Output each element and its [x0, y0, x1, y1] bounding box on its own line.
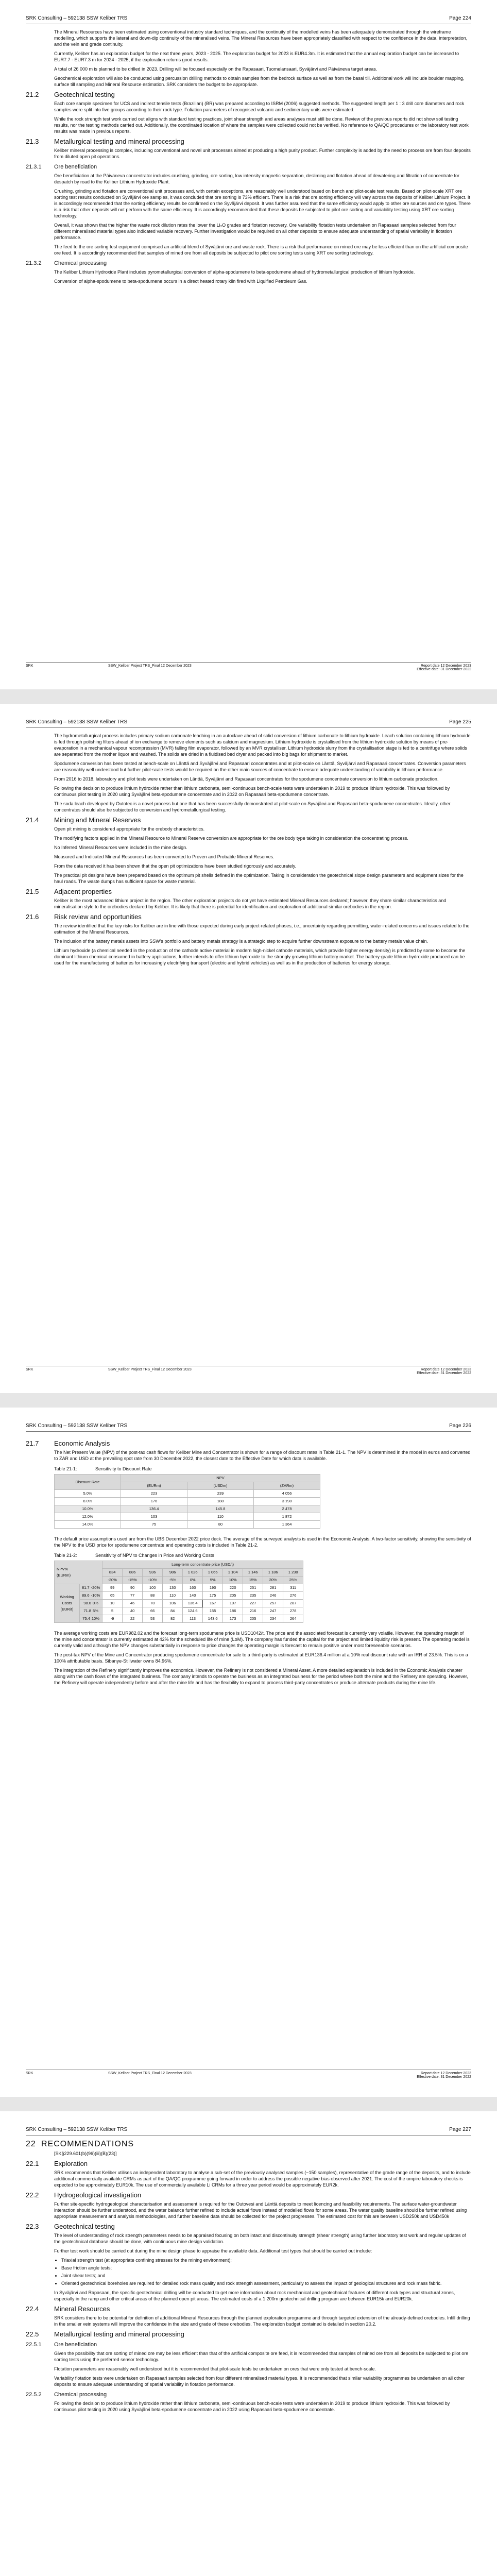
- npv-cell: 10: [102, 1600, 123, 1607]
- npv-cell: 66: [143, 1607, 163, 1615]
- npv-cell: 234: [263, 1615, 283, 1623]
- paragraph: Measured and Indicated Mineral Resources has been converted to Proven and Probable Mineral Reserves.: [54, 854, 275, 859]
- paragraph: Further test work should be carried out during the mine design phase to appraise the available data. Additional test types that should be carried out include:: [54, 2248, 372, 2253]
- page-footer: SRK SSW_Keliber Project TRS_Final 12 December 2023 Report date 12 December 2023 Effective date: 31 December 2022: [26, 662, 471, 675]
- npv-cell: 130: [163, 1584, 183, 1592]
- paragraph: Currently, Keliber has an exploration budget for the next three years, 2023 - 2025. The exploration budget for 2023 is EUR4.3m. It is estimated that the annual exploration budget can be increased to EUR7.7 - EUR7.3 m for 2024 - 2025, if the exploration returns good results.: [54, 51, 459, 62]
- npv-cell: 246: [263, 1592, 283, 1600]
- npv-cell: 173: [223, 1615, 243, 1623]
- table-row: [55, 1607, 303, 1615]
- table-header: NPV: [121, 1475, 320, 1482]
- subsection-heading: 22.5.1 Ore beneficiation: [26, 2342, 97, 2348]
- npv-cell: 281: [263, 1584, 283, 1592]
- npv-cell: 311: [283, 1584, 303, 1592]
- paragraph: While the rock strength test work carried out aligns with standard testing practices, joint shear strength and areas analyses must still be done. Review of the previous reports did not show soil testing results, nor the testing methods carried out. Additionally, the coordinated location of where the samples were collected could not be verified. No reference to QA/QC procedures or the laboratory test work results was made in previous reports.: [54, 116, 469, 134]
- price-change-header: -10%: [143, 1577, 163, 1584]
- npv-cell: 155: [203, 1607, 223, 1615]
- cost-cell: 75.4 10%: [80, 1615, 102, 1623]
- table-row: 14.0% 75 80 1 364: [55, 1521, 320, 1529]
- npv-cell: 216: [243, 1607, 263, 1615]
- npv-cell: 99: [102, 1584, 123, 1592]
- price-header: 1 066: [203, 1569, 223, 1577]
- price-change-header: 15%: [243, 1577, 263, 1584]
- price-header: 834: [102, 1569, 123, 1577]
- page-footer: SRK SSW_Keliber Project TRS_Final 12 December 2023 Report date 12 December 2023 Effective date: 31 December 2022: [26, 1366, 471, 1379]
- table-corner: NPV% (EURm): [55, 1561, 102, 1584]
- npv-cell: 257: [263, 1600, 283, 1607]
- cost-cell: 71.8 5%: [80, 1607, 102, 1615]
- cost-cell: 81.7 -20%: [80, 1584, 102, 1592]
- paragraph: Flotation parameters are reasonably well understood but it is recommended that pilot-scale tests be undertaken on ores that were only tested at bench-scale.: [54, 2366, 376, 2371]
- cost-cell: 98.6 0%: [80, 1600, 102, 1607]
- npv-cell: 175: [203, 1592, 223, 1600]
- table-row: 10.0% 136.4 145.8 2 478: [55, 1505, 320, 1513]
- paragraph: Given the possibility that ore sorting of mined ore may be less efficient than that of the artificial composite ore feed, it is recommended that samples of mined ore from all deposits be subjected to pilot ore sorting tests using the preferred sensor technology.: [54, 2351, 469, 2362]
- page-224: [0, 0, 497, 689]
- npv-cell: 84: [163, 1607, 183, 1615]
- price-change-header: 5%: [203, 1577, 223, 1584]
- page-225: [0, 704, 497, 1393]
- paragraph: The Keliber Lithium Hydroxide Plant includes pyrometallurgical conversion of alpha-spodumene to beta-spodumene ahead of hydrometallurgical production of lithium hydroxide.: [54, 269, 415, 275]
- table-row: [55, 1592, 303, 1600]
- subsection-heading: 22.5.2 Chemical processing: [26, 2392, 107, 2398]
- table-row: [55, 1615, 303, 1623]
- list-item: • Base friction angle tests;: [61, 2265, 471, 2271]
- npv-cell: 124.6: [183, 1607, 203, 1615]
- npv-cell: 88: [143, 1592, 163, 1600]
- paragraph: The average working costs are EUR982.02 and the forecast long-term spodumene price is USD1042/t. The price and the associated forecast is currently very volatile. However, the operating margin of the mine and concentrator is currently estimated at 42% for the scheduled life of mine (LoM). The company has funded the capital for the project and limited liquidity risk is present. The operating model is currently valid and although the NPV changes substantially in response to price changes the operating margin is forecast to remain positive under most foreseeable scenarios.: [54, 1631, 470, 1648]
- section-heading: 21.4 Mining and Mineral Reserves: [26, 816, 141, 824]
- table-row: 8.0% 176 188 3 198: [55, 1498, 320, 1505]
- paragraph: No Inferred Mineral Resources were included in the mine design.: [54, 845, 187, 850]
- section-heading: 22.1 Exploration: [26, 2160, 88, 2167]
- npv-cell: 235: [243, 1592, 263, 1600]
- price-header: 1 146: [243, 1569, 263, 1577]
- npv-cell: 78: [143, 1600, 163, 1607]
- page-header: SRK Consulting – 592138 SSW Keliber TRS Page 226: [26, 1423, 471, 1432]
- section-heading: 21.2 Geotechnical testing: [26, 91, 115, 98]
- npv-cell: 251: [243, 1584, 263, 1592]
- paragraph: Overall, it was shown that the higher the waste rock dilution rates the lower the Li₂O grades and flotation recovery. Ore variability flotation tests undertaken on Rapasaari samples selected from four different mineralised material types also indicated variable recovery. Further investigation would be required on all other deposits to ensure adequate understanding of spatial variability in flotation performance.: [54, 223, 456, 240]
- price-header: 886: [123, 1569, 143, 1577]
- chapter-reference: [SK§229.601(b)(96)(iii)(B)(23)]: [54, 2151, 117, 2156]
- paragraph: Geochemical exploration will also be conducted using percussion drilling methods to obtain samples from the bedrock surface as well as from the basal till. Additional work will include boulder mapping, surface till sampling and Mineral Resource estimation. SRK considers the budget to be appropriate.: [54, 76, 465, 87]
- npv-cell: 197: [223, 1600, 243, 1607]
- paragraph: The Net Present Value (NPV) of the post-tax cash flows for Keliber Mine and Concentrator is shown for a range of discount rates in Table 21-1. The NPV is determined in the model in euros and converted to ZAR and USD at the prevailing spot rate from 30 December 2022, the closest date to the Effective Date for which data is available.: [54, 1450, 471, 1461]
- paragraph: SRK considers there to be potential for definition of additional Mineral Resources through the planned exploration programme and through targeted extension of the already-defined orebodies. Infill drilling in the smaller vein systems will improve the confidence in the size and grade of these orebodies. The exploration budget contained is detailed in section 20.2.: [54, 2315, 470, 2327]
- page-226: [0, 1408, 497, 2097]
- table-caption: Table 21-1: Sensitivity to Discount Rate: [54, 1466, 152, 1471]
- paragraph: SRK recommends that Keliber utilises an independent laboratory to analyse a sub-set of the previously analysed samples (~150 samples), representative of the grade range of the deposits, and to include additional commercially available CRMs as part of the QA/QC programme going forward in order to address the possible negative bias observed after 2021. The cost of the umpire laboratory checks is expected to be approximately EUR10k. The use of commercially available Li CRMs for a three year period would be approximately EUR2k.: [54, 2170, 471, 2188]
- table-header: Discount Rate: [55, 1475, 121, 1490]
- paragraph: Lithium hydroxide (a chemical needed in the production of the cathode active material in modern high-nickel cathode materials, which provide higher energy density) is predicted by some to become the dominant lithium chemical consumed in battery applications, further intends to offer lithium hydroxide to the strongly growing lithium battery market. The battery-grade lithium hydroxide produced can be used for the manufacturing of batteries for increasingly electrifying transport (electric and hybrid vehicles) as well as in the production of batteries for energy storage.: [54, 948, 466, 965]
- npv-cell: 136.4: [183, 1600, 203, 1607]
- paragraph: Keliber is the most advanced lithium project in the region. The other exploration projects do not yet have estimated Mineral Resources declared; however, they share similar characteristics and mineralisation style to the orebodies declared by Keliber. It is likely that there is potential for identification and exploration of additional similar orebodies in the region.: [54, 898, 447, 909]
- page-footer: SRK SSW_Keliber Project TRS_Final 12 December 2023 Report date 12 December 2023 Effective date: 31 December 2022: [26, 2070, 471, 2082]
- npv-cell: 287: [283, 1600, 303, 1607]
- paragraph: The default price assumptions used are from the UBS December 2022 price deck. The average of the surveyed analysts is used in the Economic Analysis. A two-factor sensitivity, showing the sensitivity of the NPV to the USD price for spodumene concentrate and operating costs is included in Table 21-2.: [54, 1536, 471, 1548]
- paragraph: Spodumene conversion has been tested at bench-scale on Länttä and Syväjärvi and Rapasaari concentrates and at pilot-scale on Länttä, Syväjärvi and Rapasaari concentrates. Conversion parameters are reasonably well understood but further pilot-scale tests would be required on the other main sources of concentrate to ensure adequate understanding of variability in lithium performance.: [54, 761, 466, 772]
- paragraph: Following the decision to produce lithium hydroxide rather than lithium carbonate, semi-continuous bench-scale tests were undertaken in 2019 to produce lithium hydroxide. This was followed by continuous pilot testing in 2020 using Syväjärvi beta-spodumene concentrate and in 2022 on Rapasaari beta-spodumene concentrate.: [54, 786, 450, 797]
- npv-cell: 264: [283, 1615, 303, 1623]
- npv-cell: 140: [183, 1592, 203, 1600]
- page-number: Page 225: [449, 719, 471, 725]
- npv-cell: 5: [102, 1607, 123, 1615]
- npv-cell: 190: [203, 1584, 223, 1592]
- section-heading: 21.5 Adjacent properties: [26, 888, 112, 895]
- table-header: Long-term concentrate price (USD/t): [102, 1561, 303, 1569]
- subsection-heading: 21.3.2 Chemical processing: [26, 260, 107, 266]
- paragraph: Further site-specific hydrogeological characterisation and assessment is required for the Outovesi and Länttä deposits to meet licencing and feasibility requirements. The surface water-groundwater interaction should be further understood, and the water balance further refined to include actual flows instead of modelled flows for some areas. The water quality baseline should be further refined using appropriate measurement and analysis methodologies, and further baseline data should be collected for the project progresses. The estimated cost for this are between USD250k and USD450k: [54, 2201, 467, 2219]
- npv-cell: 77: [123, 1592, 143, 1600]
- price-change-header: -5%: [163, 1577, 183, 1584]
- section-heading: 22.3 Geotechnical testing: [26, 2223, 115, 2230]
- page-227: [0, 2111, 497, 2576]
- page-header: SRK Consulting – 592138 SSW Keliber TRS Page 225: [26, 719, 471, 728]
- npv-cell: 227: [243, 1600, 263, 1607]
- paragraph: The feed to the ore sorting test equipment comprised an artificial blend of Syväjärvi ore and waste rock. There is a risk that performance on mined ore may be less efficient than on the artificial composite ore feed. It is accordingly recommended that samples of mined ore from all deposits be subjected to pilot ore sorting tests using XRT ore sorting technology.: [54, 244, 468, 256]
- page-header: [26, 15, 471, 24]
- price-change-header: 25%: [283, 1577, 303, 1584]
- table-row: [55, 1600, 303, 1607]
- paragraph: The modifying factors applied in the Mineral Resource to Mineral Reserve conversion are appropriate for the ore body type taking in consideration the concentrating process.: [54, 836, 408, 841]
- table-row: 5.0% 223 239 4 056: [55, 1490, 320, 1498]
- price-header: 1 026: [183, 1569, 203, 1577]
- paragraph: Crushing, grinding and flotation are conventional unit processes and, with certain exceptions, are reasonably well understood based on bench and pilot-scale test results. Based on pilot-scale XRT ore sorting test results conducted on Syväjärvi ore samples, it was concluded that ore sorting is 73% efficient. There is a risk that ore sorting efficiency will vary across the deposits of Keliber Lithium Project. It is accordingly recommended that the sorting efficiency results be confirmed on the Syväjärvi deposit. It was further assumed that the same efficiency would apply to other ore sources and ore types. There is a risk that other deposits will not perform with the same efficiency. It is accordingly recommended that these deposits be subjected to pilot ore sorting and variability testing using XRT ore sorting technology.: [54, 189, 471, 218]
- paragraph: Keliber mineral processing is complex, including conventional and novel unit processes aimed at producing a high purity product. Further complexity is added by the need to process ore from four deposits from diluted open pit operations.: [54, 148, 471, 159]
- price-header: 1 186: [263, 1569, 283, 1577]
- paragraph: From the data received it has been shown that the open pit optimizations have been studied rigorously and accurately.: [54, 863, 297, 869]
- chapter-heading: 22 RECOMMENDATIONS: [26, 2140, 134, 2148]
- list-item: • Triaxial strength test (at appropriate confining stresses for the mining environment);: [61, 2257, 471, 2263]
- paragraph: The practical pit designs have been prepared based on the optimum pit shells defined in the optimization. Taking in consideration the geotechnical slope design parameters and equipment sizes for the haul roads. The waste dumps has sufficient space for waste material.: [54, 873, 464, 884]
- page-header: SRK Consulting – 592138 SSW Keliber TRS Page 227: [26, 2127, 471, 2136]
- paragraph: Following the decision to produce lithium hydroxide rather than lithium carbonate, semi-continuous bench-scale tests were undertaken in 2019 to produce lithium hydroxide. This was followed by continuous pilot testing in 2020 using Syväjärvi beta-spodumene concentrate and in 2022 using Rapasaari beta-spodumene concentrate.: [54, 2401, 450, 2412]
- price-header: 986: [163, 1569, 183, 1577]
- paragraph: The post-tax NPV of the Mine and Concentrator producing spodumene concentrate for sale to a third-party is estimated at EUR136.4 million at a 10% real discount rate with an IRR of 23.5%. This is on a 100% attributable basis. Sibanye-Stillwater owns 84.96%.: [54, 1652, 468, 1664]
- npv-cell: 65: [102, 1592, 123, 1600]
- cost-cell: 89.6 -10%: [80, 1592, 102, 1600]
- list-item: • Oriented geotechnical boreholes are required for detailed rock mass quality and rock strength assessment, particularly to assess the impact of geological structures and rock mass fabric.: [61, 2280, 471, 2286]
- price-header: 1 104: [223, 1569, 243, 1577]
- npv-cell: 53: [143, 1615, 163, 1623]
- npv-cell: 247: [263, 1607, 283, 1615]
- price-change-header: 10%: [223, 1577, 243, 1584]
- page-number: Page 224: [449, 15, 471, 21]
- paragraph: Each core sample specimen for UCS and indirect tensile tests (Brazilian) (BR) was prepared according to ISRM (2006) suggested methods. The suggested length per 1 : 3 drill core diameters and rock samples were split into five groups according to their rock type. Foliation parameters of recognised volcanic and sedimentary units were estimated.: [54, 101, 465, 112]
- section-heading: 21.6 Risk review and opportunities: [26, 913, 142, 921]
- paragraph: The level of understanding of rock strength parameters needs to be appraised focusing on both intact and discontinuity strength (shear strength) using further laboratory test work and regular updates of the geotechnical database should be done, with continuous mine design validation.: [54, 2233, 466, 2244]
- side-header: Working Costs (EUR/t): [55, 1584, 80, 1623]
- paragraph: Open pit mining is considered appropriate for the orebody characteristics.: [54, 826, 205, 832]
- npv-cell: 167: [203, 1600, 223, 1607]
- section-heading: 21.3 Metallurgical testing and mineral processing: [26, 138, 184, 145]
- npv-cell: -9: [102, 1615, 123, 1623]
- npv-cell: 160: [183, 1584, 203, 1592]
- npv-cell: 100: [143, 1584, 163, 1592]
- page-number: Page 226: [449, 1423, 471, 1429]
- npv-cell: 106: [163, 1600, 183, 1607]
- npv-cell: 276: [283, 1592, 303, 1600]
- table-caption: Table 21-2: Sensitivity of NPV to Changes in Price and Working Costs: [54, 1553, 214, 1558]
- npv-cell: 90: [123, 1584, 143, 1592]
- npv-cell: 143.6: [203, 1615, 223, 1623]
- price-change-header: -20%: [102, 1577, 123, 1584]
- bullet-list: [54, 2257, 471, 2286]
- sensitivity-table: [54, 1561, 303, 1623]
- npv-cell: 110: [163, 1592, 183, 1600]
- section-heading: 21.7 Economic Analysis: [26, 1439, 110, 1447]
- subsection-heading: 21.3.1 Ore beneficiation: [26, 164, 97, 170]
- list-item: • Joint shear tests; and: [61, 2273, 471, 2279]
- paragraph: From 2016 to 2018, laboratory and pilot tests were undertaken on Länttä, Syväjärvi and Rapasaari concentrates for the spodumene concentrate conversion to lithium carbonate production.: [54, 776, 439, 782]
- paragraph: The soda leach developed by Outotec is a novel process but one that has been successfully demonstrated at pilot-scale on Syväjärvi and Rapasaari beta-spodumene concentrates. Ideally, other concentrates should also be subjected to conversion and hydrometallurgical testing.: [54, 801, 451, 812]
- price-header: 1 230: [283, 1569, 303, 1577]
- paragraph: In Syväjärvi and Rapasaari, the specific geotechnical drilling will be conducted to get more information about rock mechanical and geotechnical features of different rock types and structural zones, especially in the ramp and other critical areas of the planned open pit areas. The estimated costs of a 1 200m geotechnical drilling program are between EUR15k and EUR20k.: [54, 2290, 455, 2301]
- paragraph: The hydrometallurgical process includes primary sodium carbonate leaching in an autoclave ahead of solid conversion of lithium carbonate to lithium hydroxide. Leach solution containing lithium hydroxide is fed through polishing filters ahead of ion exchange to remove elements such as calcium and magnesium. Lithium hydroxide is crystallised from the lithium hydroxide solution by means of pre-evaporation in a mechanical vapour recompression (MVR) falling film evaporator, followed by an MVR crystalliser. Lithium hydroxide slurry from the crystallisation stage is fed to a centrifuge where solids are separated from the mother liquor and washed. The solids are dried in a fluidised bed dryer and packed into big bags for shipment to market.: [54, 733, 471, 757]
- header-title: SRK Consulting – 592138 SSW Keliber TRS: [26, 15, 128, 21]
- npv-cell: 113: [183, 1615, 203, 1623]
- price-change-header: 0%: [183, 1577, 203, 1584]
- page-number: Page 227: [449, 2127, 471, 2132]
- paragraph: Conversion of alpha-spodumene to beta-spodumene occurs in a direct heated rotary kiln fired with Liquified Petroleum Gas.: [54, 279, 307, 284]
- price-change-header: -15%: [123, 1577, 143, 1584]
- paragraph: The review identified that the key risks for Keliber are in line with those expected during early project-related phases, i.e., uncertainty regarding permitting, water-related concerns and issues related to the estimation of the Mineral Resources.: [54, 923, 470, 935]
- npv-cell: 278: [283, 1607, 303, 1615]
- paragraph: Ore beneficiation at the Päiväneva concentrator includes crushing, grinding, ore sorting, low intensity magnetic separation, desliming and flotation ahead of dewatering and filtration of concentrate for despatch by road to the Keliber Lithium Hydroxide Plant.: [54, 173, 459, 184]
- paragraph: The Mineral Resources have been estimated using conventional industry standard techniques, and the continuity of the modelled veins has been adequately demonstrated through the wireframe modelling, which supports the lateral and down-dip continuity of the mineralised veins. The Mineral Resources have been appropriately classified with respect to the confidence in the data, interpretation, and the vein and grade continuity.: [54, 29, 468, 47]
- npv-cell: 186: [223, 1607, 243, 1615]
- npv-cell: 82: [163, 1615, 183, 1623]
- table-row: [55, 1584, 303, 1592]
- paragraph: Variability flotation tests were undertaken on Rapasaari samples selected from four different mineralised material types. It is recommended that similar variability programmes be undertaken on all other deposits to ensure adequate understanding of spatial variability in flotation performance.: [54, 2376, 465, 2387]
- npv-cell: 220: [223, 1584, 243, 1592]
- paragraph: The integration of the Refinery significantly improves the economics. However, the Refinery is not considered a Mineral Asset. A more detailed explanation is included in the Economic Analysis chapter along with the cash flows of the integrated business. The company intends to operate the business as an integrated business for the period where both the mine and the Refinery are operating. However, the Refinery will operate independently before and after the mine life and has the flexibility to expand to process third-party concentrates or produce alternate products during the mine life.: [54, 1668, 468, 1685]
- npv-cell: 22: [123, 1615, 143, 1623]
- npv-cell: 40: [123, 1607, 143, 1615]
- section-heading: 22.2 Hydrogeological investigation: [26, 2191, 142, 2199]
- price-change-header: 20%: [263, 1577, 283, 1584]
- section-heading: 22.5 Metallurgical testing and mineral processing: [26, 2330, 184, 2338]
- price-header: 936: [143, 1569, 163, 1577]
- section-heading: 22.4 Mineral Resources: [26, 2305, 110, 2313]
- npv-cell: 46: [123, 1600, 143, 1607]
- paragraph: A total of 26 000 m is planned to be drilled in 2023. Drilling will be focused especially on the Rapasaari, Tuomelansaari, Syväjärvi and Päiväneva target areas.: [54, 66, 378, 72]
- paragraph: The inclusion of the battery metals assets into SSW's portfolio and battery metals strategy is a strategic step to acquire further downstream exposure to the battery metals value chain.: [54, 939, 429, 944]
- npv-cell: 205: [223, 1592, 243, 1600]
- discount-rate-table: Discount Rate NPV (EURm) (USDm) (ZARm) 5.0% 223 239 4 056 8.0% 176 188 3 198 10.0% 136.4 145.8 2 478 12.0% 103 110 1 872 14.0% 75 80 1 364: [54, 1474, 320, 1529]
- npv-cell: 205: [243, 1615, 263, 1623]
- table-row: 12.0% 103 110 1 872: [55, 1513, 320, 1521]
